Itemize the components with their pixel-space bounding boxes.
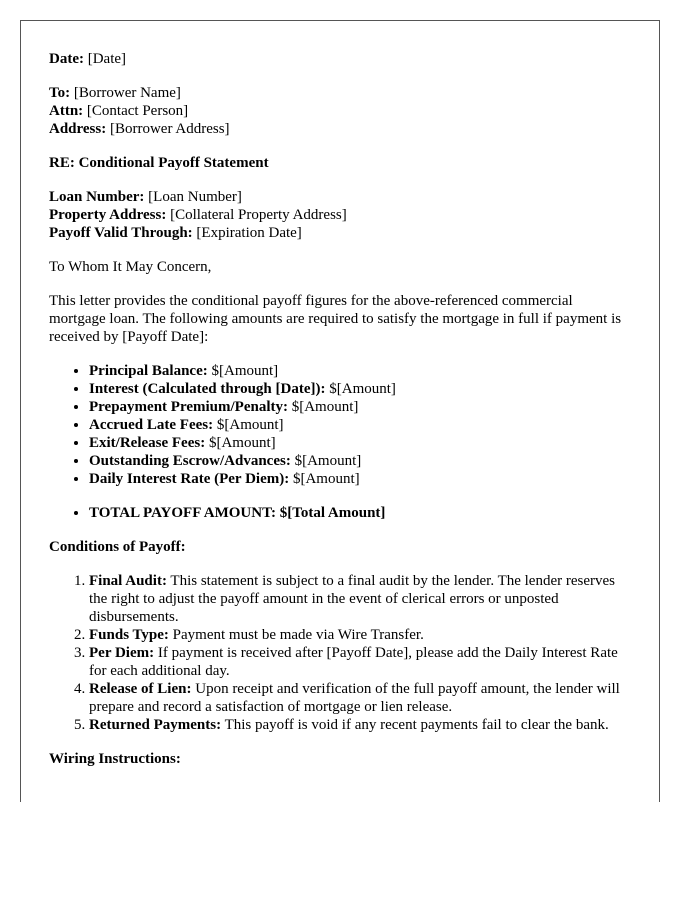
fee-label: Exit/Release Fees:	[89, 435, 206, 451]
fee-item	[89, 452, 631, 470]
fee-list	[49, 362, 631, 488]
wiring-instructions-heading: Wiring Instructions:	[49, 751, 181, 767]
condition-item	[89, 716, 631, 734]
fee-value: $[Amount]	[211, 363, 279, 379]
fee-item	[89, 416, 631, 434]
conditions-list	[49, 572, 631, 734]
loan-number-label: Loan Number:	[49, 189, 145, 205]
property-address-line	[49, 206, 631, 224]
to-label: To:	[49, 85, 71, 101]
loan-number-value: [Loan Number]	[148, 189, 242, 205]
payoff-valid-value: [Expiration Date]	[196, 225, 302, 241]
fee-value: $[Amount]	[216, 417, 284, 433]
fee-item	[89, 470, 631, 488]
fee-label: Principal Balance:	[89, 363, 208, 379]
condition-text: Payment must be made via Wire Transfer.	[172, 627, 424, 643]
condition-label: Per Diem:	[89, 645, 155, 661]
condition-text: This statement is subject to a final audit by the lender. The lender reserves the right to adjust the payoff amount in the event of clerical errors or unposted disbursements.	[89, 573, 616, 625]
condition-label: Returned Payments:	[89, 717, 222, 733]
date-block	[49, 50, 631, 68]
salutation: To Whom It May Concern,	[49, 259, 212, 275]
condition-item	[89, 626, 631, 644]
condition-label: Final Audit:	[89, 573, 167, 589]
fee-value: $[Amount]	[208, 435, 276, 451]
address-line	[49, 120, 631, 138]
attn-label: Attn:	[49, 103, 84, 119]
condition-text: Upon receipt and verification of the full payoff amount, the lender will prepare and record a satisfaction of mortgage or lien release.	[89, 681, 620, 715]
fee-value: $[Amount]	[329, 381, 396, 397]
fee-value: $[Amount]	[294, 453, 362, 469]
address-value: [Borrower Address]	[109, 121, 230, 137]
condition-item	[89, 572, 631, 626]
fee-item	[89, 380, 631, 398]
payoff-valid-line	[49, 224, 631, 242]
total-list	[49, 504, 631, 522]
fee-value: $[Amount]	[292, 471, 360, 487]
fee-label: Accrued Late Fees:	[89, 417, 214, 433]
condition-text: If payment is received after [Payoff Date], please add the Daily Interest Rate for each additional day.	[89, 645, 618, 679]
loan-number-line	[49, 188, 631, 206]
date-line	[49, 50, 631, 68]
property-address-label: Property Address:	[49, 207, 167, 223]
subject-line: RE: Conditional Payoff Statement	[49, 155, 269, 171]
attn-line	[49, 102, 631, 120]
fee-label: Interest (Calculated through [Date]):	[89, 381, 326, 397]
condition-label: Release of Lien:	[89, 681, 192, 697]
fee-item	[89, 434, 631, 452]
letter-page	[20, 20, 660, 802]
fee-item	[89, 398, 631, 416]
attn-value: [Contact Person]	[86, 103, 189, 119]
intro-paragraph: This letter provides the conditional payoff figures for the above-referenced commercial mortgage loan. The following amounts are required to satisfy the mortgage in full if payment is received by [Payoff Date]:	[49, 293, 622, 345]
to-value: [Borrower Name]	[73, 85, 181, 101]
fee-label: Outstanding Escrow/Advances:	[89, 453, 291, 469]
total-payoff-item	[89, 504, 631, 522]
property-address-value: [Collateral Property Address]	[170, 207, 347, 223]
letter-content	[21, 21, 659, 768]
date-value: [Date]	[87, 51, 127, 67]
payoff-valid-label: Payoff Valid Through:	[49, 225, 193, 241]
date-label: Date:	[49, 51, 84, 67]
condition-item	[89, 644, 631, 680]
conditions-heading: Conditions of Payoff:	[49, 539, 186, 555]
address-label: Address:	[49, 121, 107, 137]
recipient-block	[49, 84, 631, 138]
condition-label: Funds Type:	[89, 627, 169, 643]
condition-item	[89, 680, 631, 716]
loan-info-block	[49, 188, 631, 242]
condition-text: This payoff is void if any recent payments fail to clear the bank.	[224, 717, 609, 733]
fee-label: Prepayment Premium/Penalty:	[89, 399, 288, 415]
to-line	[49, 84, 631, 102]
total-payoff-amount: TOTAL PAYOFF AMOUNT: $[Total Amount]	[89, 505, 386, 521]
fee-label: Daily Interest Rate (Per Diem):	[89, 471, 290, 487]
fee-item	[89, 362, 631, 380]
fee-value: $[Amount]	[291, 399, 359, 415]
